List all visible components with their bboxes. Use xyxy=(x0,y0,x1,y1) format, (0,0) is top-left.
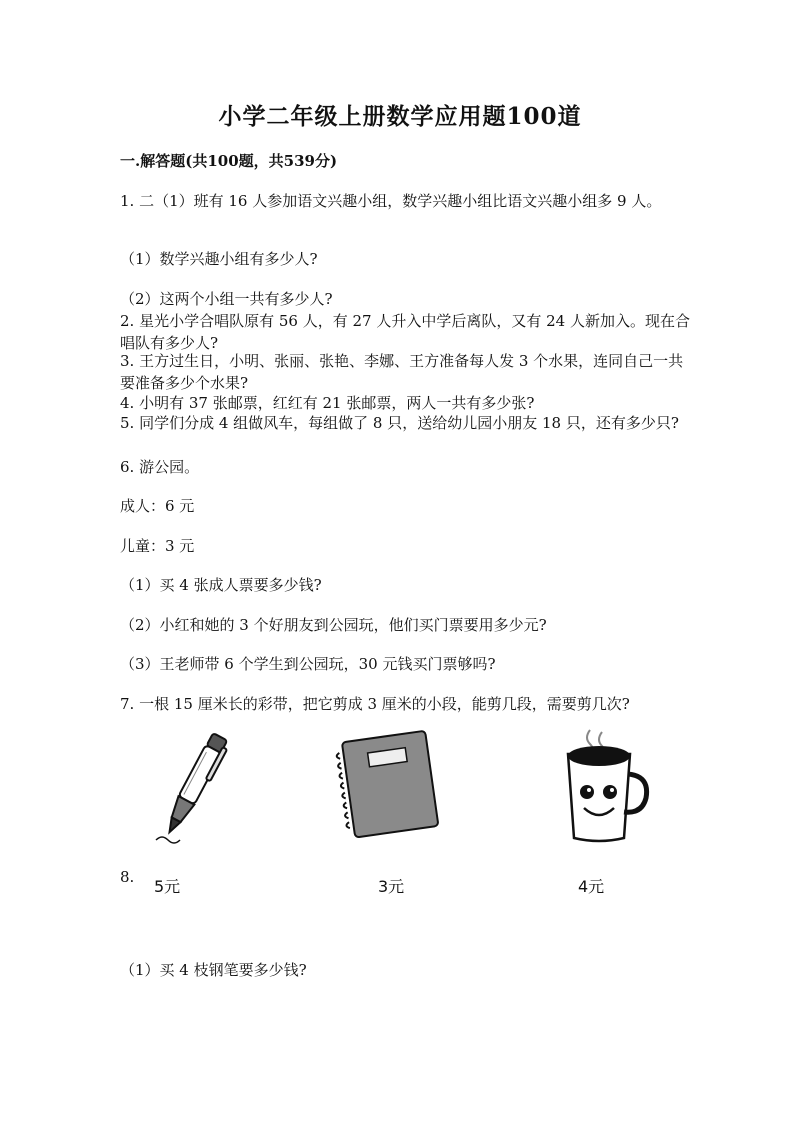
notebook-price: 3元 xyxy=(378,877,405,896)
question-6-sub-2: （2）小红和她的 3 个好朋友到公园玩，他们买门票要用多少元? xyxy=(120,616,547,634)
question-7-stem: 7. 一根 15 厘米长的彩带，把它剪成 3 厘米的小段，能剪几段，需要剪几次? xyxy=(120,695,630,713)
question-6-sub-3: （3）王老师带 6 个学生到公园玩，30 元钱买门票够吗? xyxy=(120,655,496,673)
mug-item xyxy=(546,728,656,848)
notebook-icon xyxy=(336,728,446,838)
notebook-item xyxy=(336,728,446,838)
mug-price: 4元 xyxy=(578,877,605,896)
question-5-stem: 5. 同学们分成 4 组做风车，每组做了 8 只，送给幼儿园小朋友 18 只，还有多少只? xyxy=(120,414,679,432)
question-1-sub-2: （2）这两个小组一共有多少人? xyxy=(120,290,333,308)
question-1-stem: 1. 二（1）班有 16 人参加语文兴趣小组，数学兴趣小组比语文兴趣小组多 9 人。 xyxy=(120,192,662,210)
question-6-sub-1: （1）买 4 张成人票要多少钱? xyxy=(120,576,322,594)
question-2-stem: 2. 星光小学合唱队原有 56 人，有 27 人升入中学后离队，又有 24 人新加入。现在合唱队有多少人? xyxy=(120,312,690,352)
mug-icon xyxy=(546,728,656,848)
pen-price: 5元 xyxy=(154,877,181,896)
question-6-stem: 6. 游公园。 xyxy=(120,458,200,476)
question-6-child-price: 儿童：3 元 xyxy=(120,537,195,555)
question-1-sub-1: （1）数学兴趣小组有多少人? xyxy=(120,250,318,268)
question-8-sub-1: （1）买 4 枝钢笔要多少钱? xyxy=(120,961,307,979)
question-6-adult-price: 成人：6 元 xyxy=(120,497,195,515)
question-4-stem: 4. 小明有 37 张邮票，红红有 21 张邮票，两人一共有多少张? xyxy=(120,394,535,412)
section-heading: 一.解答题(共100题，共539分) xyxy=(120,152,338,170)
page-title: 小学二年级上册数学应用题100道 xyxy=(218,103,582,130)
question-3-stem: 3. 王方过生日，小明、张丽、张艳、李娜、王方准备每人发 3 个水果，连同自己一共要准备多少个水果? xyxy=(120,352,684,392)
pen-icon xyxy=(148,728,238,848)
question-8-number: 8. xyxy=(120,868,135,886)
pen-item xyxy=(148,728,238,848)
